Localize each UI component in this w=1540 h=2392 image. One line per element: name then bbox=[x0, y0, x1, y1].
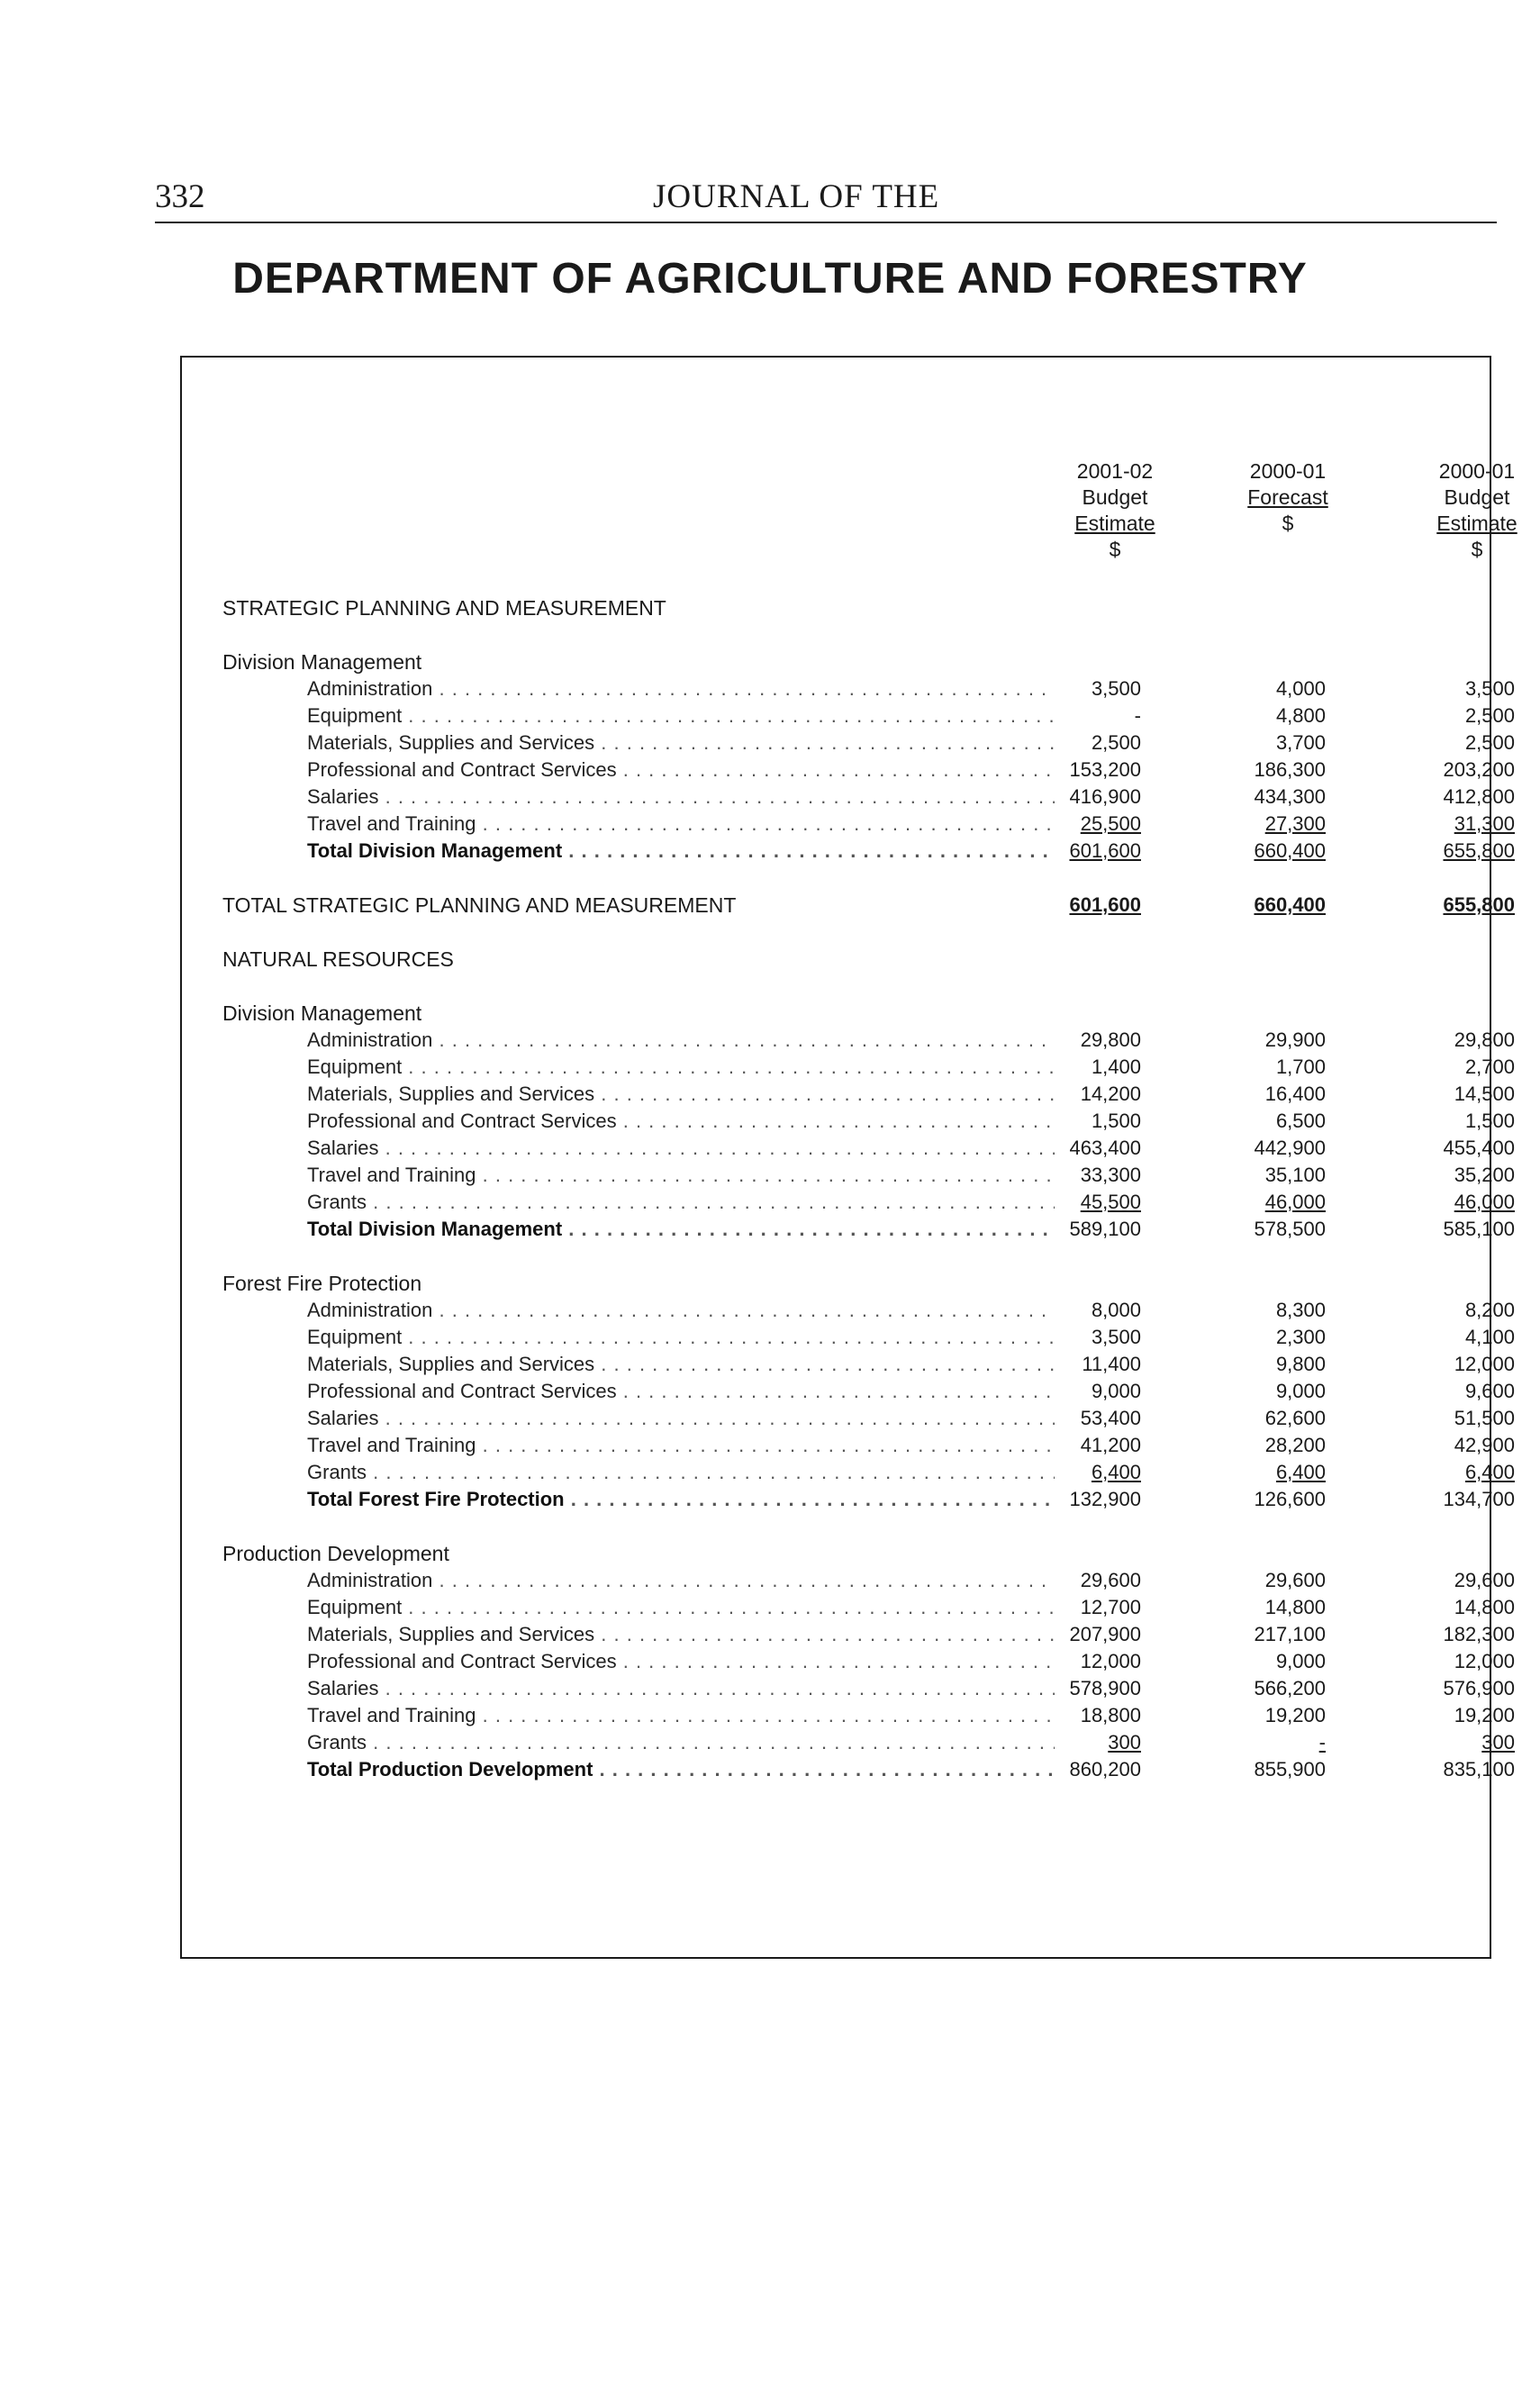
amount-cell: 9,800 bbox=[1275, 1353, 1326, 1375]
amount-cell: 19,200 bbox=[1264, 1704, 1326, 1726]
line-item-label: Equipment . . . bbox=[307, 702, 1055, 729]
group-title: Division Management bbox=[222, 650, 422, 674]
line-item-label: Travel and Training . . . bbox=[307, 811, 1055, 838]
amount-cell: 14,200 bbox=[1080, 1083, 1141, 1105]
amount-cell: 3,700 bbox=[1275, 731, 1326, 754]
journal-title: JOURNAL OF THE bbox=[653, 178, 940, 215]
amount-cell: - bbox=[1134, 704, 1141, 727]
line-item-label: Grants . . . bbox=[307, 1189, 1055, 1216]
amount-cell: 19,200 bbox=[1454, 1704, 1515, 1726]
table-row bbox=[182, 1378, 1515, 1405]
amount-cell: 9,000 bbox=[1275, 1380, 1326, 1402]
line-item-label: Salaries . . . bbox=[307, 1675, 1055, 1702]
line-item-label: Grants . . . bbox=[307, 1459, 1055, 1486]
amount-cell: 53,400 bbox=[1080, 1407, 1141, 1429]
table-row bbox=[182, 757, 1515, 784]
amount-cell: 2,500 bbox=[1464, 704, 1515, 727]
amount-cell: 29,600 bbox=[1080, 1569, 1141, 1591]
amount-cell: 207,900 bbox=[1069, 1623, 1141, 1645]
amount-cell: 33,300 bbox=[1080, 1164, 1141, 1186]
amount-cell: 566,200 bbox=[1254, 1677, 1326, 1699]
amount-cell: 25,500 bbox=[1080, 812, 1141, 835]
amount-cell: 4,000 bbox=[1275, 677, 1326, 700]
amount-cell: 12,000 bbox=[1454, 1353, 1515, 1375]
group-title: Division Management bbox=[222, 1001, 422, 1025]
amount-cell: 9,600 bbox=[1464, 1380, 1515, 1402]
group-heading bbox=[182, 1270, 1493, 1297]
amount-cell: 578,500 bbox=[1254, 1218, 1326, 1240]
amount-cell: 18,800 bbox=[1080, 1704, 1141, 1726]
amount-cell: 660,400 bbox=[1254, 893, 1326, 916]
amount-cell: 29,600 bbox=[1454, 1569, 1515, 1591]
amount-cell: 6,400 bbox=[1275, 1461, 1326, 1483]
amount-cell: 660,400 bbox=[1254, 839, 1326, 862]
section-title: NATURAL RESOURCES bbox=[222, 947, 454, 971]
table-row bbox=[182, 1675, 1515, 1702]
total-row bbox=[182, 1216, 1515, 1243]
section-title: STRATEGIC PLANNING AND MEASUREMENT bbox=[222, 596, 666, 620]
amount-cell: 14,800 bbox=[1264, 1596, 1326, 1618]
amount-cell: 2,300 bbox=[1275, 1326, 1326, 1348]
group-title: Forest Fire Protection bbox=[222, 1272, 422, 1295]
total-label: Total Forest Fire Protection . . . bbox=[307, 1486, 1055, 1513]
table-row bbox=[182, 1594, 1515, 1621]
table-row bbox=[182, 1405, 1515, 1432]
department-title: DEPARTMENT OF AGRICULTURE AND FORESTRY bbox=[232, 255, 1308, 303]
amount-cell: 9,000 bbox=[1275, 1650, 1326, 1672]
amount-cell: 1,500 bbox=[1091, 1110, 1141, 1132]
table-row bbox=[182, 1054, 1515, 1081]
amount-cell: 29,600 bbox=[1264, 1569, 1326, 1591]
amount-cell: 578,900 bbox=[1069, 1677, 1141, 1699]
amount-cell: - bbox=[1318, 1731, 1326, 1753]
total-row bbox=[182, 838, 1515, 865]
amount-cell: 29,800 bbox=[1454, 1028, 1515, 1051]
table-row bbox=[182, 1108, 1515, 1135]
page-number: 332 bbox=[155, 178, 205, 215]
table-row bbox=[182, 784, 1515, 811]
amount-cell: 6,400 bbox=[1464, 1461, 1515, 1483]
amount-cell: 4,800 bbox=[1275, 704, 1326, 727]
table-row bbox=[182, 729, 1515, 757]
table-row bbox=[182, 811, 1515, 838]
amount-cell: 12,000 bbox=[1454, 1650, 1515, 1672]
line-item-label: Equipment . . . bbox=[307, 1594, 1055, 1621]
amount-cell: 8,200 bbox=[1464, 1299, 1515, 1321]
total-label: Total Production Development . . . bbox=[307, 1756, 1055, 1783]
amount-cell: 3,500 bbox=[1091, 1326, 1141, 1348]
section-heading bbox=[182, 946, 1493, 973]
line-item-label: Administration . . . bbox=[307, 1027, 1055, 1054]
line-item-label: Administration . . . bbox=[307, 1297, 1055, 1324]
amount-cell: 51,500 bbox=[1454, 1407, 1515, 1429]
amount-cell: 8,300 bbox=[1275, 1299, 1326, 1321]
line-item-label: Travel and Training . . . bbox=[307, 1162, 1055, 1189]
amount-cell: 4,100 bbox=[1464, 1326, 1515, 1348]
line-item-label: Professional and Contract Services . . . bbox=[307, 1648, 1055, 1675]
amount-cell: 217,100 bbox=[1254, 1623, 1326, 1645]
amount-cell: 31,300 bbox=[1454, 812, 1515, 835]
line-item-label: Administration . . . bbox=[307, 1567, 1055, 1594]
table-row bbox=[182, 1729, 1515, 1756]
line-item-label: Materials, Supplies and Services . . . bbox=[307, 729, 1055, 757]
table-row bbox=[182, 675, 1515, 702]
table-row bbox=[182, 1324, 1515, 1351]
line-item-label: Materials, Supplies and Services . . . bbox=[307, 1621, 1055, 1648]
amount-cell: 186,300 bbox=[1254, 758, 1326, 781]
amount-cell: 153,200 bbox=[1069, 758, 1141, 781]
amount-cell: 45,500 bbox=[1080, 1191, 1141, 1213]
total-row bbox=[182, 1756, 1515, 1783]
amount-cell: 835,100 bbox=[1443, 1758, 1515, 1780]
column-header-2000-01-budget-estimate: 2000-01 Budget Estimate $ bbox=[1436, 459, 1517, 561]
amount-cell: 3,500 bbox=[1091, 677, 1141, 700]
amount-cell: 35,100 bbox=[1264, 1164, 1326, 1186]
table-row bbox=[182, 1567, 1515, 1594]
amount-cell: 601,600 bbox=[1069, 893, 1141, 916]
amount-cell: 576,900 bbox=[1443, 1677, 1515, 1699]
amount-cell: 601,600 bbox=[1069, 839, 1141, 862]
amount-cell: 35,200 bbox=[1454, 1164, 1515, 1186]
line-item-label: Equipment . . . bbox=[307, 1054, 1055, 1081]
amount-cell: 589,100 bbox=[1069, 1218, 1141, 1240]
amount-cell: 29,800 bbox=[1080, 1028, 1141, 1051]
total-label: Total Division Management . . . bbox=[307, 838, 1055, 865]
amount-cell: 182,300 bbox=[1443, 1623, 1515, 1645]
amount-cell: 8,000 bbox=[1091, 1299, 1141, 1321]
section-heading bbox=[182, 594, 1493, 621]
line-item-label: Materials, Supplies and Services . . . bbox=[307, 1351, 1055, 1378]
table-row bbox=[182, 1432, 1515, 1459]
line-item-label: Travel and Training . . . bbox=[307, 1432, 1055, 1459]
table-row bbox=[182, 1297, 1515, 1324]
amount-cell: 42,900 bbox=[1454, 1434, 1515, 1456]
amount-cell: 134,700 bbox=[1443, 1488, 1515, 1510]
amount-cell: 1,500 bbox=[1464, 1110, 1515, 1132]
amount-cell: 6,400 bbox=[1091, 1461, 1141, 1483]
amount-cell: 3,500 bbox=[1464, 677, 1515, 700]
table-row bbox=[182, 1162, 1515, 1189]
column-header-2000-01-forecast: 2000-01 Forecast $ bbox=[1247, 459, 1328, 535]
amount-cell: 12,700 bbox=[1080, 1596, 1141, 1618]
table-row bbox=[182, 1135, 1515, 1162]
group-heading bbox=[182, 1540, 1493, 1567]
total-row bbox=[182, 1486, 1515, 1513]
amount-cell: 416,900 bbox=[1069, 785, 1141, 808]
line-item-label: Professional and Contract Services . . . bbox=[307, 757, 1055, 784]
amount-cell: 132,900 bbox=[1069, 1488, 1141, 1510]
amount-cell: 463,400 bbox=[1069, 1137, 1141, 1159]
amount-cell: 46,000 bbox=[1264, 1191, 1326, 1213]
table-row bbox=[182, 702, 1515, 729]
table-row bbox=[182, 1621, 1515, 1648]
amount-cell: 62,600 bbox=[1264, 1407, 1326, 1429]
table-row bbox=[182, 1081, 1515, 1108]
table-row bbox=[182, 1702, 1515, 1729]
line-item-label: Equipment . . . bbox=[307, 1324, 1055, 1351]
budget-table bbox=[180, 356, 1517, 1959]
amount-cell: 2,500 bbox=[1091, 731, 1141, 754]
amount-cell: 9,000 bbox=[1091, 1380, 1141, 1402]
table-row bbox=[182, 1351, 1515, 1378]
amount-cell: 203,200 bbox=[1443, 758, 1515, 781]
amount-cell: 41,200 bbox=[1080, 1434, 1141, 1456]
amount-cell: 1,700 bbox=[1275, 1056, 1326, 1078]
amount-cell: 126,600 bbox=[1254, 1488, 1326, 1510]
table-row bbox=[182, 1027, 1515, 1054]
amount-cell: 442,900 bbox=[1254, 1137, 1326, 1159]
column-header-2001-02-budget-estimate: 2001-02 Budget Estimate $ bbox=[1074, 459, 1155, 561]
line-item-label: Administration . . . bbox=[307, 675, 1055, 702]
amount-cell: 434,300 bbox=[1254, 785, 1326, 808]
amount-cell: 412,800 bbox=[1443, 785, 1515, 808]
grand-total-row bbox=[182, 892, 1515, 919]
line-item-label: Professional and Contract Services . . . bbox=[307, 1108, 1055, 1135]
page-header bbox=[155, 173, 1497, 223]
table-row bbox=[182, 1189, 1515, 1216]
group-heading bbox=[182, 1000, 1493, 1027]
amount-cell: 14,800 bbox=[1454, 1596, 1515, 1618]
line-item-label: Salaries . . . bbox=[307, 1135, 1055, 1162]
group-heading bbox=[182, 648, 1493, 675]
line-item-label: Materials, Supplies and Services . . . bbox=[307, 1081, 1055, 1108]
amount-cell: 46,000 bbox=[1454, 1191, 1515, 1213]
total-label: Total Division Management . . . bbox=[307, 1216, 1055, 1243]
amount-cell: 860,200 bbox=[1069, 1758, 1141, 1780]
amount-cell: 12,000 bbox=[1080, 1650, 1141, 1672]
group-title: Production Development bbox=[222, 1542, 449, 1565]
amount-cell: 28,200 bbox=[1264, 1434, 1326, 1456]
table-row bbox=[182, 1459, 1515, 1486]
amount-cell: 29,900 bbox=[1264, 1028, 1326, 1051]
line-item-label: Salaries . . . bbox=[307, 1405, 1055, 1432]
line-item-label: Salaries . . . bbox=[307, 784, 1055, 811]
amount-cell: 855,900 bbox=[1254, 1758, 1326, 1780]
amount-cell: 455,400 bbox=[1443, 1137, 1515, 1159]
amount-cell: 11,400 bbox=[1082, 1353, 1141, 1375]
amount-cell: 16,400 bbox=[1264, 1083, 1326, 1105]
amount-cell: 655,800 bbox=[1443, 839, 1515, 862]
amount-cell: 2,500 bbox=[1464, 731, 1515, 754]
amount-cell: 2,700 bbox=[1464, 1056, 1515, 1078]
amount-cell: 6,500 bbox=[1275, 1110, 1326, 1132]
line-item-label: Professional and Contract Services . . . bbox=[307, 1378, 1055, 1405]
amount-cell: 585,100 bbox=[1443, 1218, 1515, 1240]
amount-cell: 1,400 bbox=[1091, 1056, 1141, 1078]
line-item-label: Travel and Training . . . bbox=[307, 1702, 1055, 1729]
amount-cell: 27,300 bbox=[1264, 812, 1326, 835]
line-item-label: Grants . . . bbox=[307, 1729, 1055, 1756]
amount-cell: 300 bbox=[1108, 1731, 1141, 1753]
amount-cell: 300 bbox=[1481, 1731, 1515, 1753]
amount-cell: 655,800 bbox=[1443, 893, 1515, 916]
amount-cell: 14,500 bbox=[1454, 1083, 1515, 1105]
grand-total-label: TOTAL STRATEGIC PLANNING AND MEASUREMENT bbox=[222, 893, 737, 917]
table-row bbox=[182, 1648, 1515, 1675]
